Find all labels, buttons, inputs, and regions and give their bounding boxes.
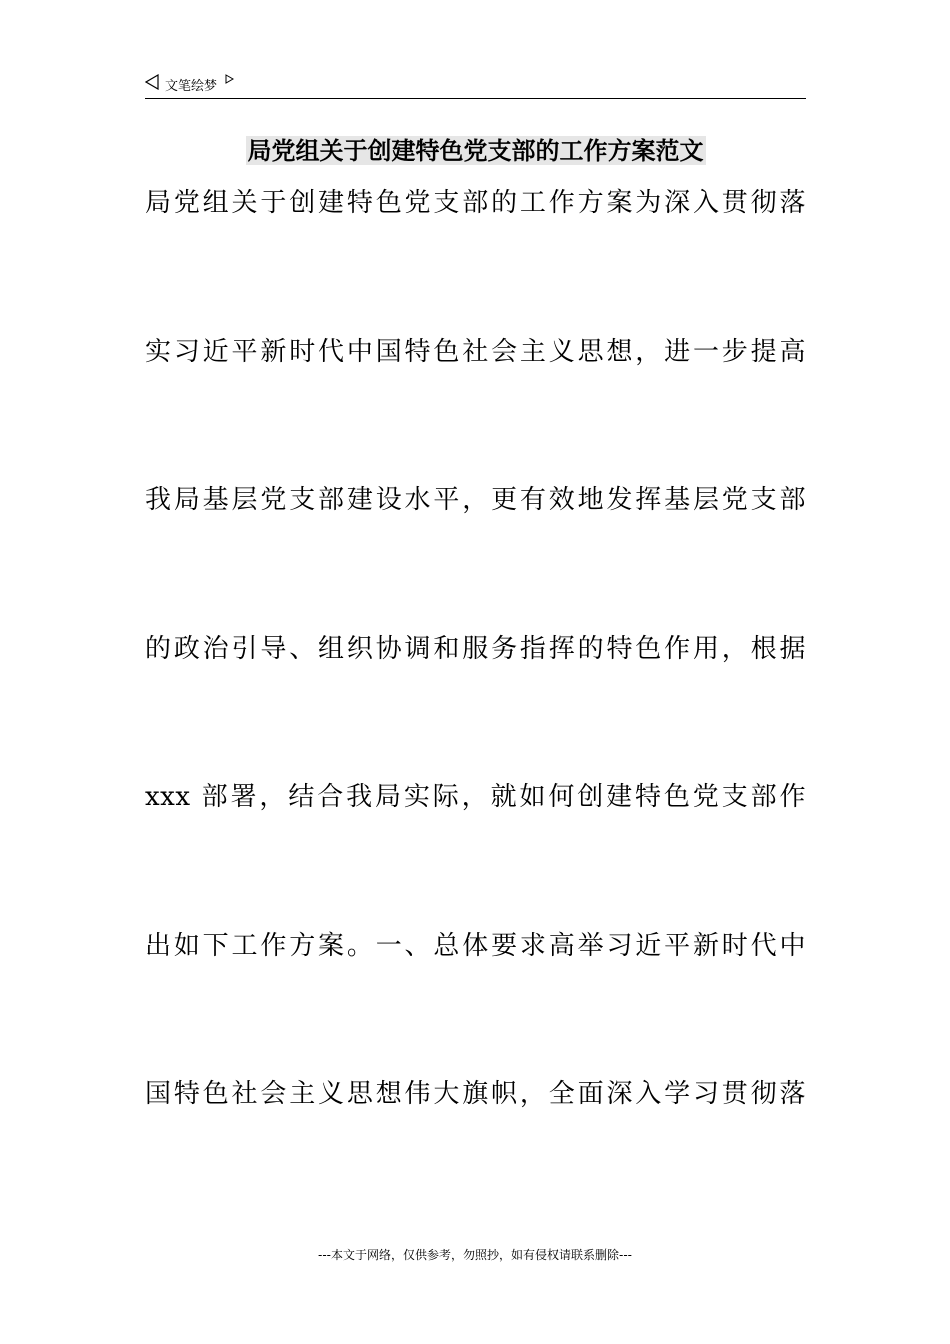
page-header — [145, 74, 806, 99]
body-line-6: 出如下工作方案。一、总体要求高举习近平新时代中 — [145, 931, 806, 961]
page-footer: ---本文于网络，仅供参考，勿照抄，如有侵权请联系删除--- — [318, 1248, 632, 1262]
document-title — [145, 133, 806, 169]
body-line-2: 实习近平新时代中国特色社会主义思想，进一步提高 — [145, 337, 806, 367]
header-brand: 文笔绘梦 — [165, 78, 218, 94]
header-brand-group — [145, 74, 234, 94]
triangle-left-icon — [145, 74, 159, 94]
body-line-3: 我局基层党支部建设水平，更有效地发挥基层党支部 — [145, 485, 806, 515]
document-title-text: 局党组关于创建特色党支部的工作方案范文 — [247, 136, 704, 165]
body-line-1: 局党组关于创建特色党支部的工作方案为深入贯彻落 — [145, 188, 806, 218]
triangle-right-icon — [225, 73, 234, 88]
body-line-4: 的政治引导、组织协调和服务指挥的特色作用，根据 — [145, 634, 806, 664]
body-line-7: 国特色社会主义思想伟大旗帜，全面深入学习贯彻落 — [145, 1079, 806, 1109]
body-line-5: xxx 部署，结合我局实际，就如何创建特色党支部作 — [145, 782, 806, 812]
